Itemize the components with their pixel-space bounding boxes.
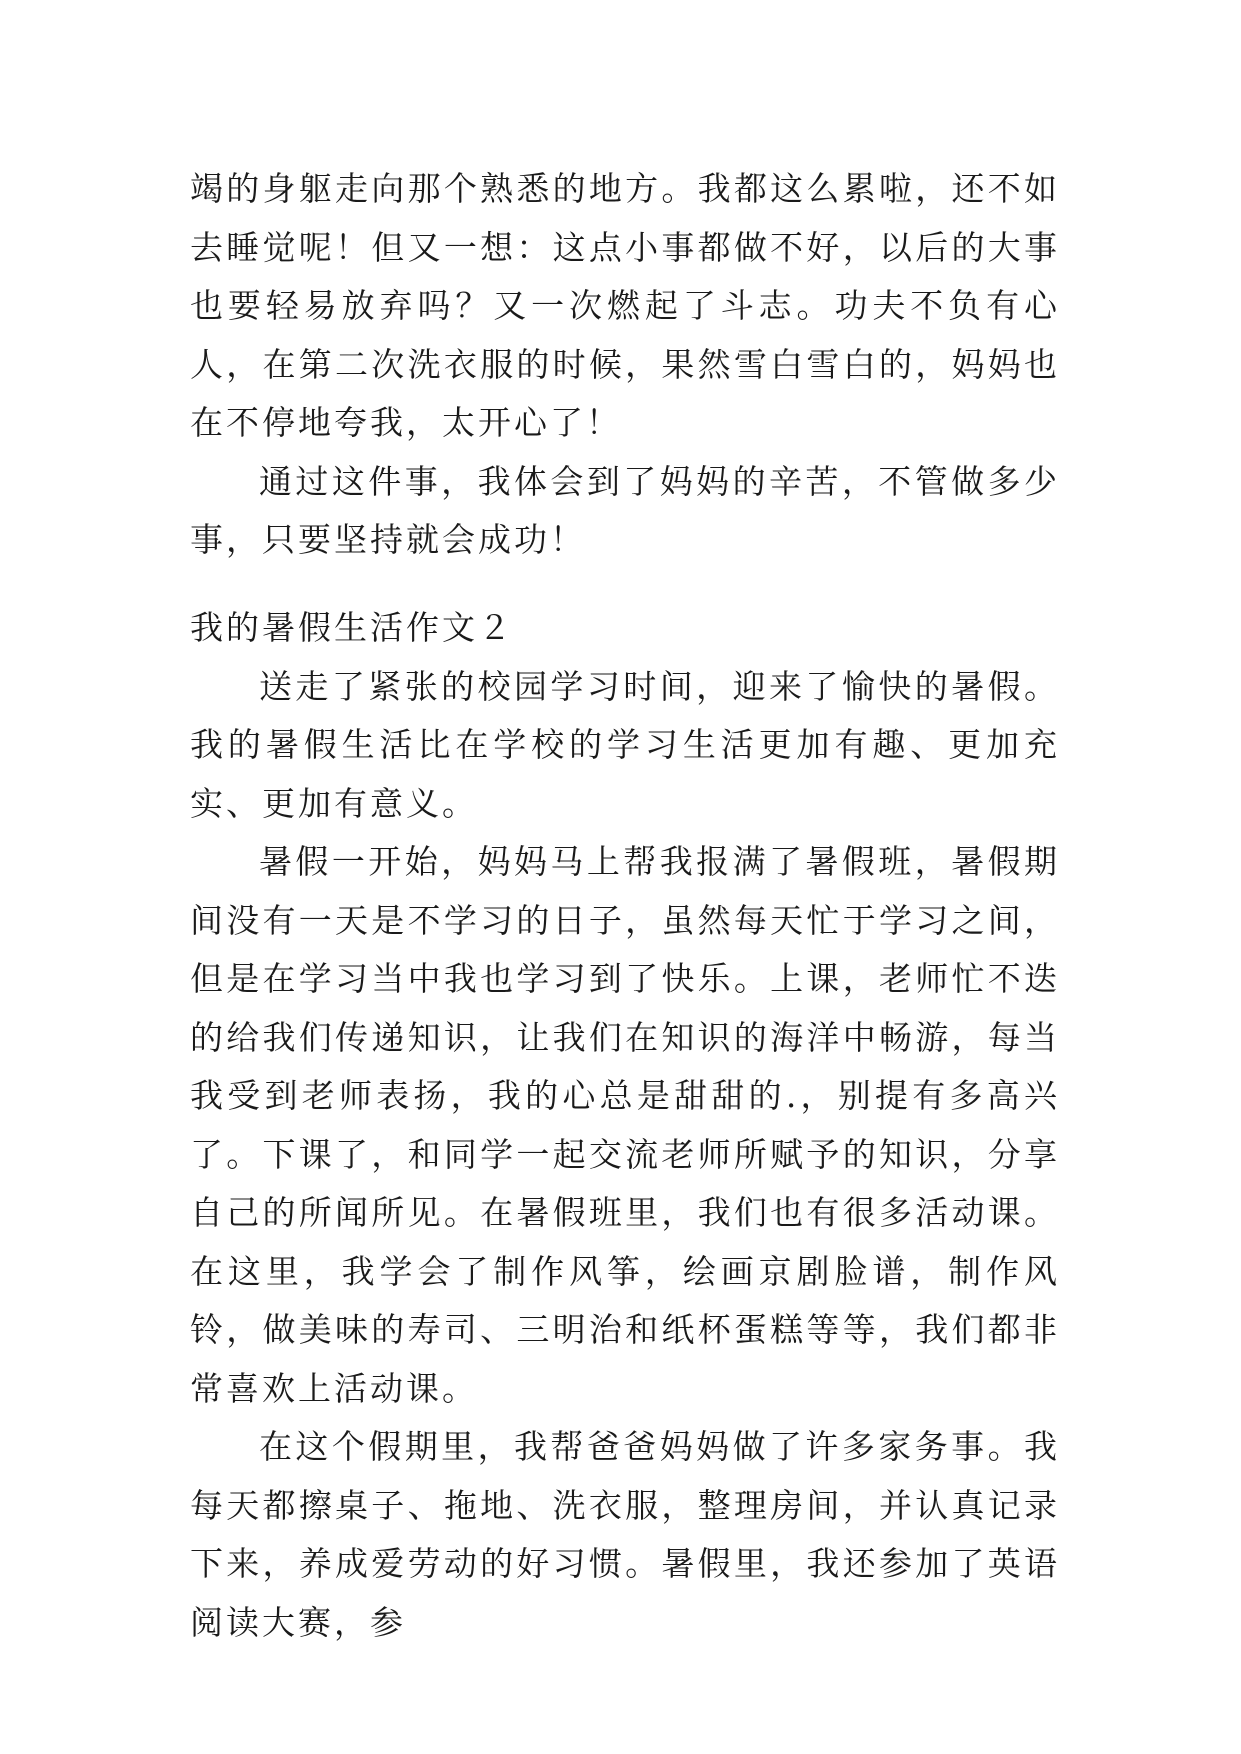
paragraph-continued: 竭的身躯走向那个熟悉的地方。我都这么累啦，还不如去睡觉呢！但又一想：这点小事都做不好，以后的大事也要轻易放弃吗？又一次燃起了斗志。功夫不负有心人，在第二次洗衣服的时候，果然雪白雪白的，妈妈也在不停地夸我，太开心了！	[190, 169, 1060, 442]
paragraph-intro: 送走了紧张的校园学习时间，迎来了愉快的暑假。我的暑假生活比在学校的学习生活更加有趣、更加充实、更加有意义。	[190, 666, 1060, 823]
essay-title: 我的暑假生活作文２	[190, 608, 514, 647]
paragraph-housework: 在这个假期里，我帮爸爸妈妈做了许多家务事。我每天都擦桌子、拖地、洗衣服，整理房间，并认真记录下来，养成爱劳动的好习惯。暑假里，我还参加了英语阅读大赛，参	[190, 1427, 1060, 1642]
essay-continuation	[190, 160, 1060, 570]
paragraph-conclusion: 通过这件事，我体会到了妈妈的辛苦，不管做多少事，只要坚持就会成功！	[190, 461, 1060, 559]
paragraph-summer-class: 暑假一开始，妈妈马上帮我报满了暑假班，暑假期间没有一天是不学习的日子，虽然每天忙于学习之间，但是在学习当中我也学习到了快乐。上课，老师忙不迭的给我们传递知识，让我们在知识的海洋中畅游，每当我受到老师表扬，我的心总是甜甜的.，别提有多高兴了。下课了，和同学一起交流老师所赋予的知识，分享自己的所闻所见。在暑假班里，我们也有很多活动课。在这里，我学会了制作风筝，绘画京剧脸谱，制作风铃，做美味的寿司、三明治和纸杯蛋糕等等，我们都非常喜欢上活动课。	[190, 842, 1060, 1408]
essay-2	[190, 599, 1060, 1652]
